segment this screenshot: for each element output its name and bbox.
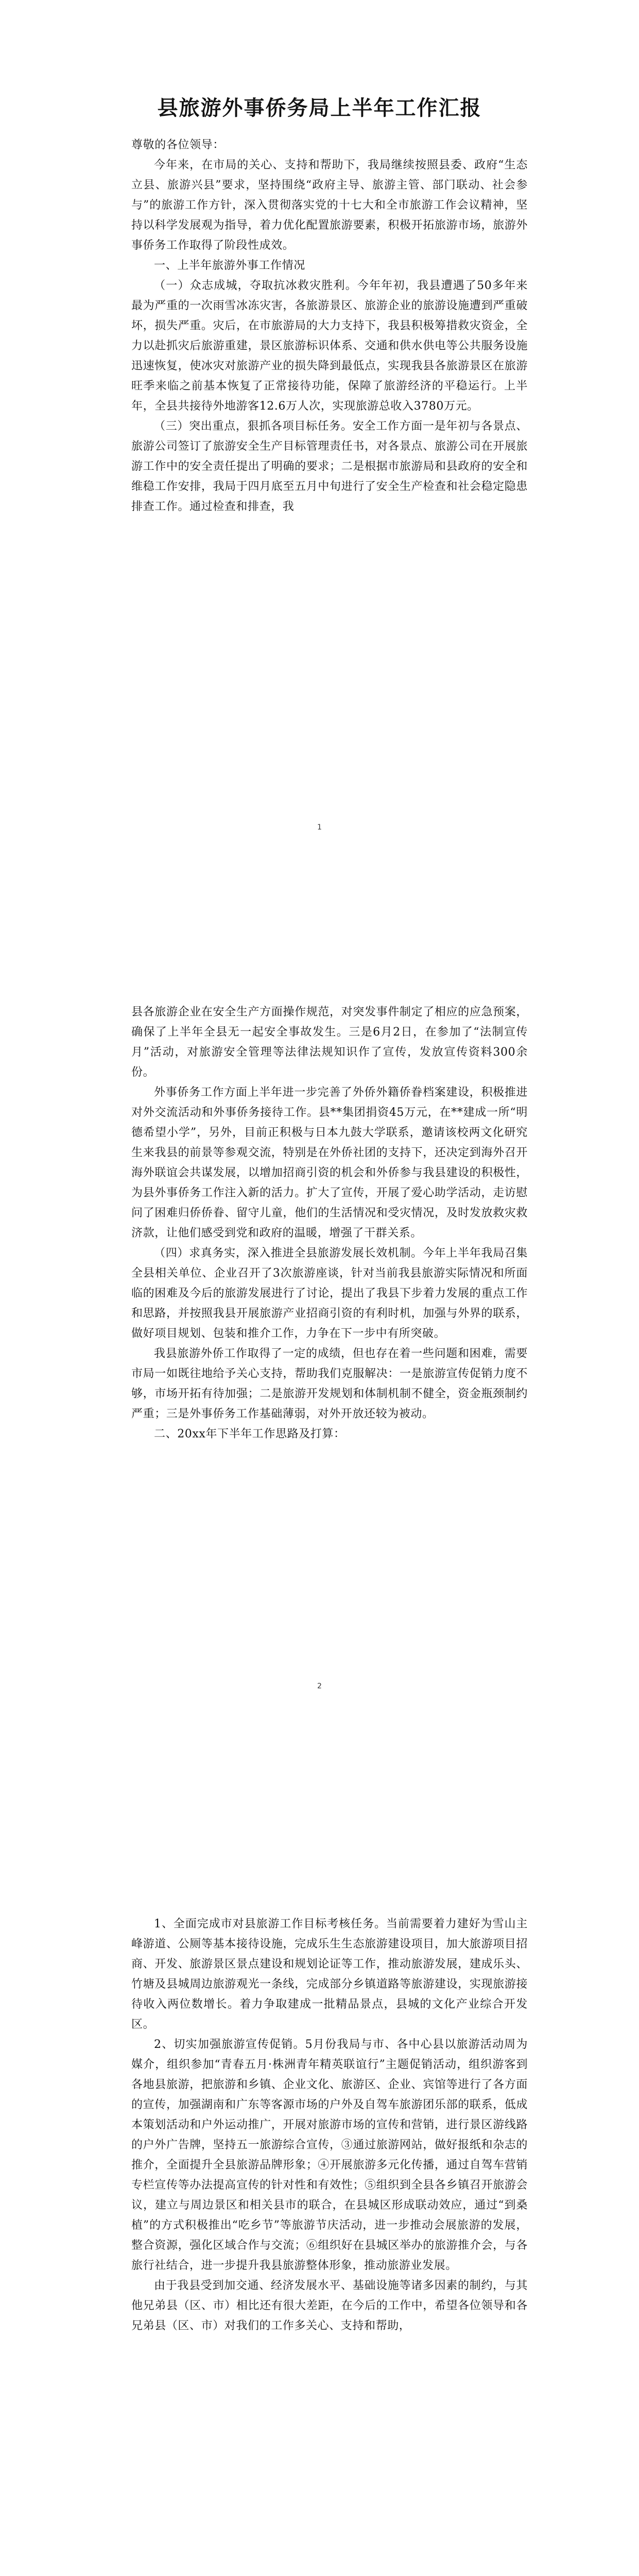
page-number: 1: [317, 823, 322, 832]
paragraph: 2、切实加强旅游宣传促销。5月份我局与市、各中心县以旅游活动周为媒介，组织参加“青春五月·株洲青年精英联谊行”主题促销活动，组织游客到各地县旅游，把旅游和乡镇、企业文化、旅游区、企业、宾馆等进行了各方面的宣传，加强湖南和广东等客源市场的户外及自驾车旅游团乐部的联系，低成本策划活动和户外运动推广，开展对旅游市场的宣传和营销，进行景区游线路的户外广告牌，坚持五一旅游综合宣传，③通过旅游网站，做好报纸和杂志的推介，全面提升全县旅游品牌形象；④开展旅游多元化传播，通过自驾车营销专栏宣传等办法提高宣传的针对性和有效性；⑤组织到全县各乡镇召开旅游会议，建立与周边景区和相关县市的联合，在县城区形成联动效应，通过“到桑植”的方式积极推出“吃乡节”等旅游节庆活动，进一步推动会展旅游的发展，整合资源，强化区域合作与交流；⑥组织好在县城区举办的旅游推介会，与各旅行社结合，进一步提升我县旅游整体形象，推动旅游业发展。: [131, 2038, 528, 2272]
paragraph: （三）突出重点，狠抓各项目标任务。安全工作方面一是年初与各景点、旅游公司签订了旅游安全生产目标管理责任书，对各景点、旅游公司在开展旅游工作中的安全责任提出了明确的要求；二是根据市旅游局和县政府的安全和维稳工作安排，我局于四月底至五月中旬进行了安全生产检查和社会稳定隐患排查工作。通过检查和排查，我: [131, 420, 528, 513]
paragraph: （四）求真务实，深入推进全县旅游发展长效机制。今年上半年我局召集全县相关单位、企业召开了3次旅游座谈，针对当前我县旅游实际情况和所面临的困难及今后的旅游发展进行了讨论，提出了我县下步着力发展的重点工作和思路，并按照我县开展旅游产业招商引资的有利时机，加强与外界的联系，做好项目规划、包装和推介工作，力争在下一步中有所突破。: [131, 1247, 528, 1340]
salutation: 尊敬的各位领导：: [131, 139, 224, 151]
paragraph: （一）众志成城，夺取抗冰救灾胜利。今年年初，我县遭遇了50多年来最为严重的一次雨雪冰冻灾害，各旅游景区、旅游企业的旅游设施遭到严重破坏，损失严重。灾后，在市旅游局的大力支持下，我县积极筹措救灾资金，全力以赴抓灾后旅游重建，景区旅游标识体系、交通和供水供电等公共服务设施迅速恢复，使冰灾对旅游产业的损失降到最低点，实现我县各旅游景区在旅游旺季来临之前基本恢复了正常接待功能，保障了旅游经济的平稳运行。上半年，全县共接待外地游客12.6万人次，实现旅游总收入3780万元。: [131, 279, 528, 413]
paragraph: 今年来，在市局的关心、支持和帮助下，我局继续按照县委、政府“生态立县、旅游兴县”要求，坚持围绕“政府主导、旅游主管、部门联动、社会参与”的旅游工作方针，深入贯彻落实党的十七大和全市旅游工作会议精神，坚持以科学发展观为指导，着力优化配置旅游要素，积极开拓旅游市场，旅游外事侨务工作取得了阶段性成效。: [131, 159, 528, 252]
paragraph: 由于我县受到加交通、经济发展水平、基础设施等诸多因素的制约，与其他兄弟县（区、市）相比还有很大差距，在今后的工作中，希望各位领导和各兄弟县（区、市）对我们的工作多关心、支持和帮助，: [131, 2279, 528, 2332]
paragraph: 外事侨务工作方面上半年进一步完善了外侨外籍侨眷档案建设，积极推进对外交流活动和外事侨务接待工作。县**集团捐资45万元，在**建成一所“明德希望小学”，另外，目前正积极与日本九鼓大学联系，邀请该校两文化研究生来我县的前景等参观交流，特别是在外侨社团的支持下，还决定到海外召开海外联谊会共谋发展，以增加招商引资的机会和外侨参与我县建设的积极性，为县外事侨务工作注入新的活力。扩大了宣传，开展了爱心助学活动，走访慰问了困难归侨侨眷、留守儿童，他们的生活情况和受灾情况，及时发放救灾救济款，让他们感受到党和政府的温暖，增强了干群关系。: [131, 1086, 528, 1240]
section-heading: 二、20xx年下半年工作思路及打算：: [154, 1428, 346, 1440]
document-title: 县旅游外事侨务局上半年工作汇报: [157, 96, 482, 120]
paragraph: 1、全面完成市对县旅游工作目标考核任务。当前需要着力建好为雪山主峰游道、公厕等基本接待设施，完成乐生生态旅游建设项目，加大旅游项目招商、开发、旅游景区景点建设和规划论证等工作，推动旅游发展，建成乐头、竹塘及县城周边旅游观光一条线，完成部分乡镇道路等旅游建设，实现旅游接待收入两位数增长。着力争取建成一批精品景点，县城的文化产业综合开发区。: [131, 1918, 528, 2031]
page-1-body: [131, 135, 528, 517]
page-3-body: [131, 1914, 528, 2336]
page-number: 2: [317, 1682, 322, 1690]
paragraph: 县各旅游企业在安全生产方面操作规范，对突发事件制定了相应的应急预案，确保了上半年全县无一起安全事故发生。三是6月2日，在参加了“法制宣传月”活动，对旅游安全管理等法律法规知识作了宣传，发放宣传资料300余份。: [131, 1006, 528, 1079]
paragraph: 我县旅游外侨工作取得了一定的成绩，但也存在着一些问题和困难，需要市局一如既往地给予关心支持，帮助我们克服解决：一是旅游宣传促销力度不够，市场开拓有待加强；二是旅游开发规划和体制机制不健全，资金瓶颈制约严重；三是外事侨务工作基础薄弱，对外开放还较为被动。: [131, 1347, 528, 1420]
section-heading: 一、上半年旅游外事工作情况: [154, 259, 305, 272]
page-2-body: [131, 1002, 528, 1444]
